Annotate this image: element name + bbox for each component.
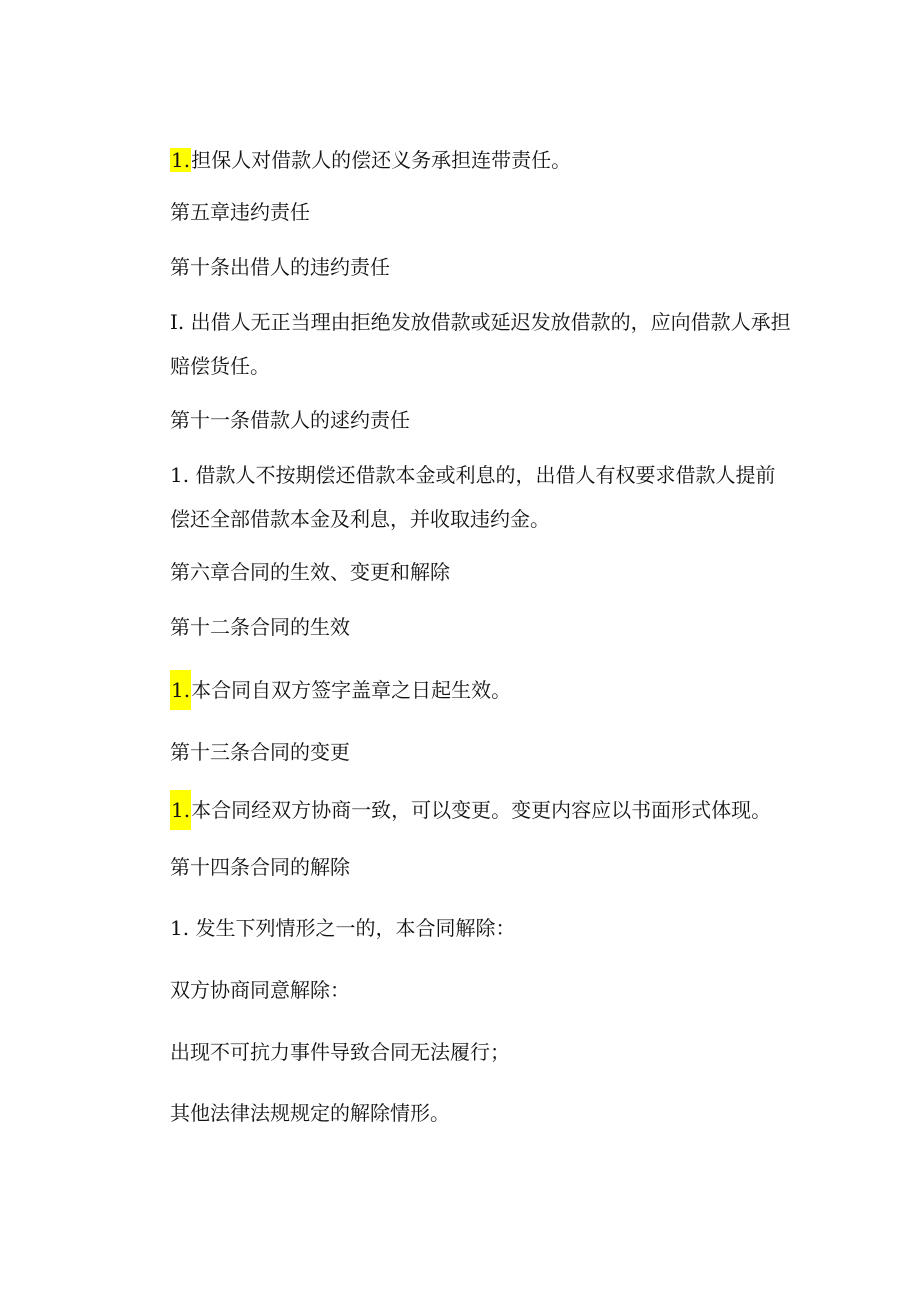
clause-effective xyxy=(170,668,511,712)
clause-marker: I. xyxy=(170,310,191,334)
highlighted-marker: 1. xyxy=(170,670,191,710)
chapter-heading: 第五章违约责任 xyxy=(170,200,310,224)
chapter-heading: 第六章合同的生效、变更和解除 xyxy=(170,560,450,584)
highlighted-marker: 1. xyxy=(170,790,191,830)
clause-text: 本合同经双方协商一致，可以变更。变更内容应以书面形式体现。 xyxy=(191,798,772,822)
clause-text: 本合同自双方签字盖章之日起生效。 xyxy=(191,678,512,702)
clause-lender-breach xyxy=(170,300,792,388)
highlighted-marker: 1. xyxy=(171,148,191,172)
article-heading: 第十三条合同的变更 xyxy=(170,740,350,764)
clause-text: 借款人不按期偿还借款本金或利息的，出借人有权要求借款人提前偿还全部借款本金及利息，并收取违约金。 xyxy=(170,463,776,531)
clause-text: 出借人无正当理由拒绝发放借款或延迟发放借款的，应向借款人承担赔偿货任。 xyxy=(170,310,791,378)
clause-termination xyxy=(170,906,515,950)
clause-marker: 1. xyxy=(170,916,196,940)
termination-item: 其他法律法规规定的解除情形。 xyxy=(170,1101,450,1125)
clause-modification xyxy=(170,788,771,832)
article-heading: 第十一条借款人的逑约责任 xyxy=(170,408,410,432)
termination-item: 出现不可抗力事件导致合同无法履行； xyxy=(170,1040,510,1064)
clause-borrower-breach xyxy=(170,453,780,541)
termination-item: 双方协商同意解除： xyxy=(170,978,350,1002)
article-heading: 第十二条合同的生效 xyxy=(170,615,350,639)
clause-text: 发生下列情形之一的，本合同解除： xyxy=(195,916,516,940)
clause-guarantor-liability xyxy=(170,138,571,182)
clause-text: 担保人对借款人的偿还义务承担连带责任。 xyxy=(191,148,572,172)
article-heading: 第十条出借人的违约责任 xyxy=(170,255,390,279)
clause-marker: 1. xyxy=(170,463,196,487)
article-heading: 第十四条合同的解除 xyxy=(170,855,350,879)
